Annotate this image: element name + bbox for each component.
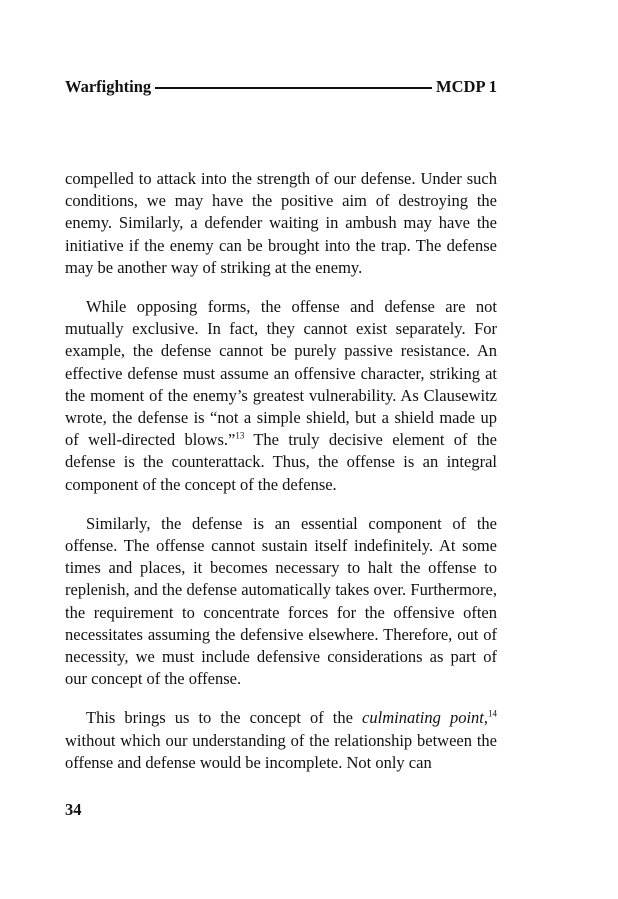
paragraph-4-text-a: This brings us to the concept of the <box>86 708 363 728</box>
header-book-title: Warfighting <box>65 77 152 96</box>
body-text <box>65 168 497 791</box>
footnote-ref-13: 13 <box>235 430 245 441</box>
paragraph-2-text-a: While opposing forms, the offense and defense are not mutually exclusive. In fact, they cannot exist separately. For example, the defense cannot be purely passive resistance. An effective defense must assume an offensive character, striking at the moment of the enemy’s greatest vulnerability. As Clausewitz wrote, the defense is “not a simple shield, but a shield made up of well-directed blows.” <box>65 297 497 450</box>
paragraph-2-text-b: The truly decisive element of the defense is the counterattack. Thus, the offense is an integral component of the concept of the defense. <box>65 430 497 494</box>
header-rule <box>155 87 432 89</box>
paragraph-1: compelled to attack into the strength of our defense. Under such conditions, we may have the positive aim of destroying the enemy. Similarly, a defender waiting in ambush may have the initiative if the enemy can be brought into the trap. The defense may be another way of striking at the enemy. <box>65 169 497 277</box>
running-header <box>65 77 497 97</box>
header-publication-id: MCDP 1 <box>436 77 497 96</box>
page-number: 34 <box>65 800 82 819</box>
paragraph-4-text-b: without which our understanding of the relationship between the offense and defense would be incomplete. Not only can <box>65 730 497 772</box>
paragraph-4 <box>65 707 497 774</box>
footnote-ref-14: 14 <box>488 708 497 719</box>
paragraph-3: Similarly, the defense is an essential component of the offense. The offense cannot sustain itself indefinitely. At some times and places, it becomes necessary to halt the offense to replenish, and the defense automatically takes over. Furthermore, the requirement to concentrate forces for the offensive often necessitates assuming the defensive elsewhere. Therefore, out of necessity, we must include defensive considerations as part of our concept of the offense. <box>65 513 497 689</box>
paragraph-2 <box>65 296 497 496</box>
culminating-point-term: culminating point, <box>362 708 488 728</box>
